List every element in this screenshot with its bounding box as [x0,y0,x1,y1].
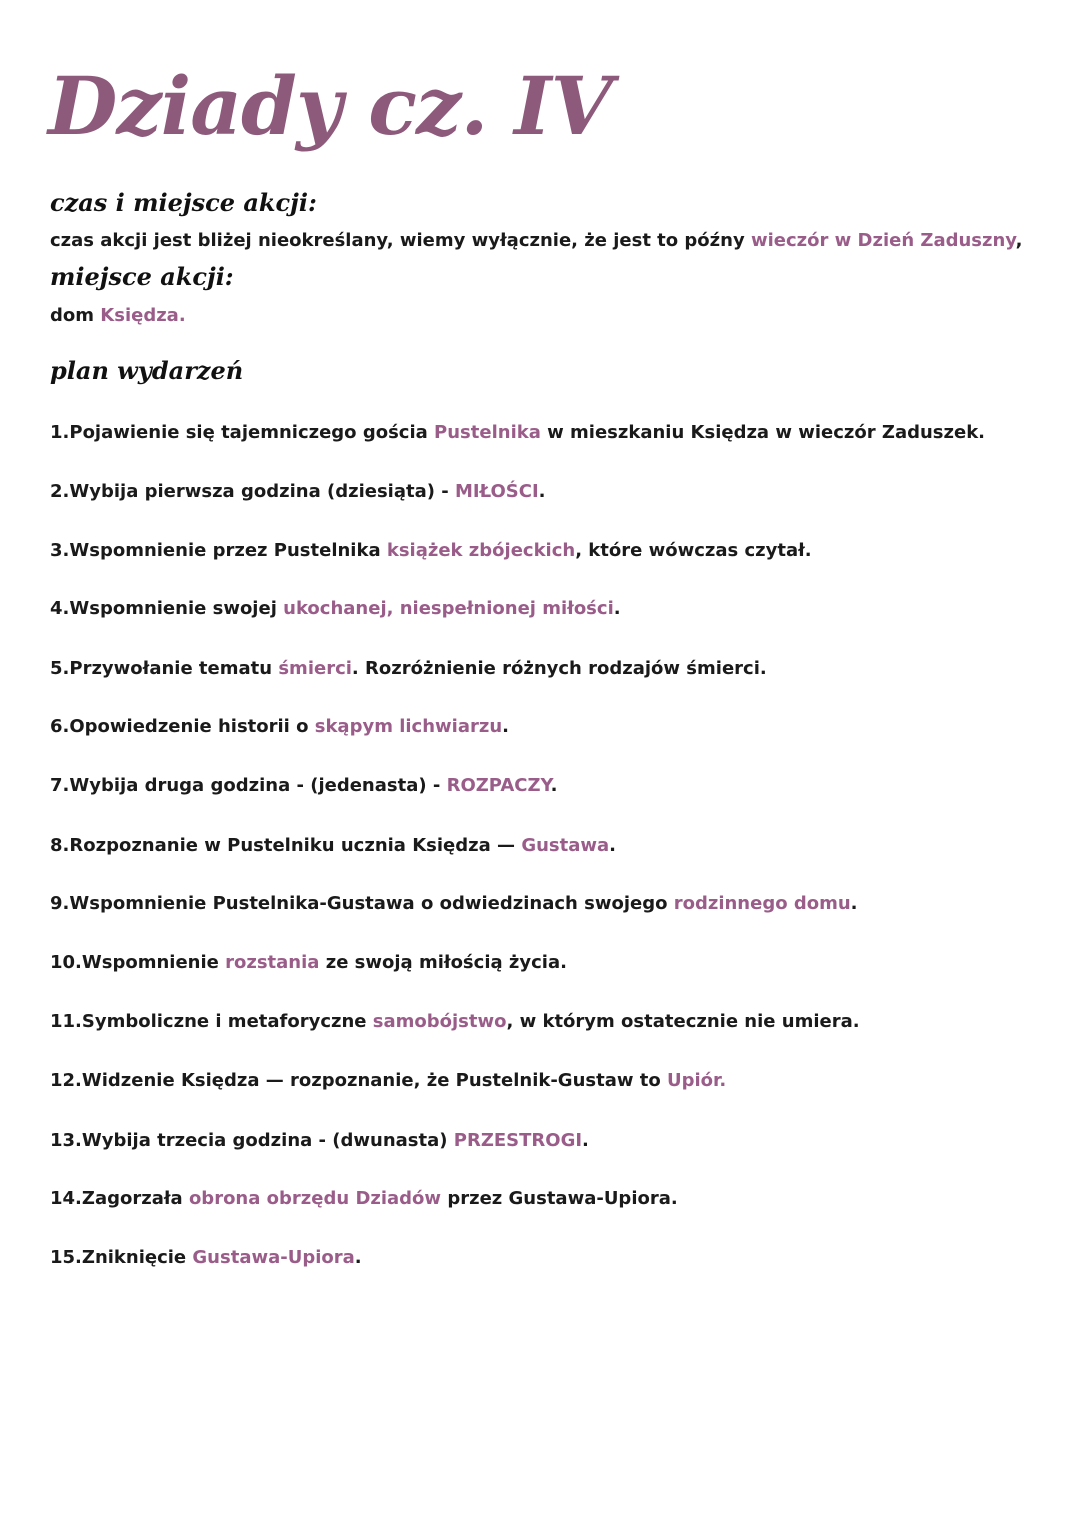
plan-item-highlight: PRZESTROGI [453,1130,583,1151]
plan-item-text: Wspomnienie [81,952,226,973]
plan-item-text-end: . [502,716,510,737]
plan-item-text-end: , które wówczas czytał. [575,540,812,561]
plan-item-text-end: . [582,1130,589,1151]
place-highlight: Księdza. [100,305,186,326]
plan-item-7 [50,774,557,798]
plan-item-number: 2. [50,481,70,502]
plan-item-10 [50,951,567,975]
plan-item-text: Widzenie Księdza — rozpoznanie, że Pustelnik-Gustaw to [81,1070,667,1091]
plan-item-text-end: . [850,893,858,914]
plan-item-number: 10. [50,952,82,973]
time-text-end: , [1015,230,1023,251]
plan-item-text: Wybija trzecia godzina - (dwunasta) [81,1130,454,1151]
plan-item-highlight: MIŁOŚCI [454,481,539,502]
plan-item-14 [50,1187,678,1211]
plan-item-3 [50,539,812,563]
place-text: dom [50,305,101,326]
plan-item-8 [50,834,616,858]
plan-item-text-end: , w którym ostatecznie nie umiera. [506,1011,860,1032]
place-heading: miejsce akcji: [50,262,234,291]
plan-item-highlight: książek zbójeckich [386,540,576,561]
plan-item-12 [50,1069,726,1093]
plan-item-number: 1. [50,422,70,443]
plan-item-text: Rozpoznanie w Pustelniku ucznia Księdza — [69,835,522,856]
plan-item-number: 3. [50,540,70,561]
plan-item-text: Pojawienie się tajemniczego gościa [69,422,435,443]
plan-item-text-end: ze swoją miłością życia. [319,952,567,973]
plan-heading: plan wydarzeń [50,356,244,385]
plan-item-2 [50,480,546,504]
plan-item-highlight: samobójstwo [372,1011,507,1032]
plan-item-number: 11. [50,1011,82,1032]
plan-item-number: 12. [50,1070,82,1091]
plan-item-text-end: . Rozróżnienie różnych rodzajów śmierci. [351,658,767,679]
plan-item-text-end: w mieszkaniu Księdza w wieczór Zaduszek. [540,422,986,443]
plan-item-6 [50,715,509,739]
plan-item-text: Wspomnienie Pustelnika-Gustawa o odwiedzinach swojego [69,893,674,914]
plan-item-highlight: rodzinnego domu [673,893,851,914]
page-title: Dziady cz. IV [48,59,612,153]
place-description [50,304,186,328]
plan-item-text-end: przez Gustawa-Upiora. [441,1188,678,1209]
plan-item-text: Opowiedzenie historii o [69,716,315,737]
plan-item-text-end: . [538,481,546,502]
plan-item-number: 6. [50,716,70,737]
plan-item-9 [50,892,858,916]
time-highlight: wieczór w Dzień Zaduszny [750,230,1016,251]
plan-item-11 [50,1010,860,1034]
plan-item-number: 15. [50,1247,82,1268]
plan-item-text-end: . [613,598,621,619]
plan-item-text: Wspomnienie swojej [69,598,284,619]
plan-item-highlight: rozstania [225,952,320,973]
plan-item-number: 13. [50,1130,82,1151]
plan-item-highlight: ukochanej, niespełnionej miłości [283,598,614,619]
plan-item-4 [50,597,621,621]
plan-item-highlight: skąpym lichwiarzu [314,716,503,737]
plan-item-text-end: . [609,835,616,856]
plan-item-text: Przywołanie tematu [69,658,279,679]
plan-item-5 [50,657,767,681]
time-place-heading: czas i miejsce akcji: [50,188,317,217]
plan-item-number: 5. [50,658,70,679]
plan-item-highlight: Upiór. [667,1070,727,1091]
time-text: czas akcji jest bliżej nieokreślany, wiemy wyłącznie, że jest to późny [50,230,751,251]
plan-item-number: 14. [50,1188,82,1209]
plan-item-text: Wspomnienie przez Pustelnika [69,540,387,561]
plan-item-text: Wybija pierwsza godzina (dziesiąta) - [69,481,455,502]
plan-item-highlight: Gustawa [521,835,610,856]
plan-item-number: 7. [50,775,70,796]
plan-item-highlight: Gustawa-Upiora [192,1247,355,1268]
plan-item-text: Zniknięcie [81,1247,193,1268]
plan-item-1 [50,421,985,445]
plan-item-text-end: . [550,775,558,796]
plan-item-highlight: Pustelnika [434,422,541,443]
plan-item-text: Wybija druga godzina - (jedenasta) - [69,775,447,796]
plan-item-text: Symboliczne i metaforyczne [81,1011,373,1032]
plan-item-15 [50,1246,362,1270]
plan-item-highlight: ROZPACZY [446,775,551,796]
plan-item-highlight: śmierci [278,658,352,679]
plan-item-number: 8. [50,835,70,856]
plan-item-text: Zagorzała [81,1188,189,1209]
plan-item-number: 9. [50,893,70,914]
time-description [50,229,1023,253]
plan-item-text-end: . [354,1247,362,1268]
plan-item-number: 4. [50,598,70,619]
plan-item-highlight: obrona obrzędu Dziadów [188,1188,442,1209]
plan-item-13 [50,1129,589,1153]
